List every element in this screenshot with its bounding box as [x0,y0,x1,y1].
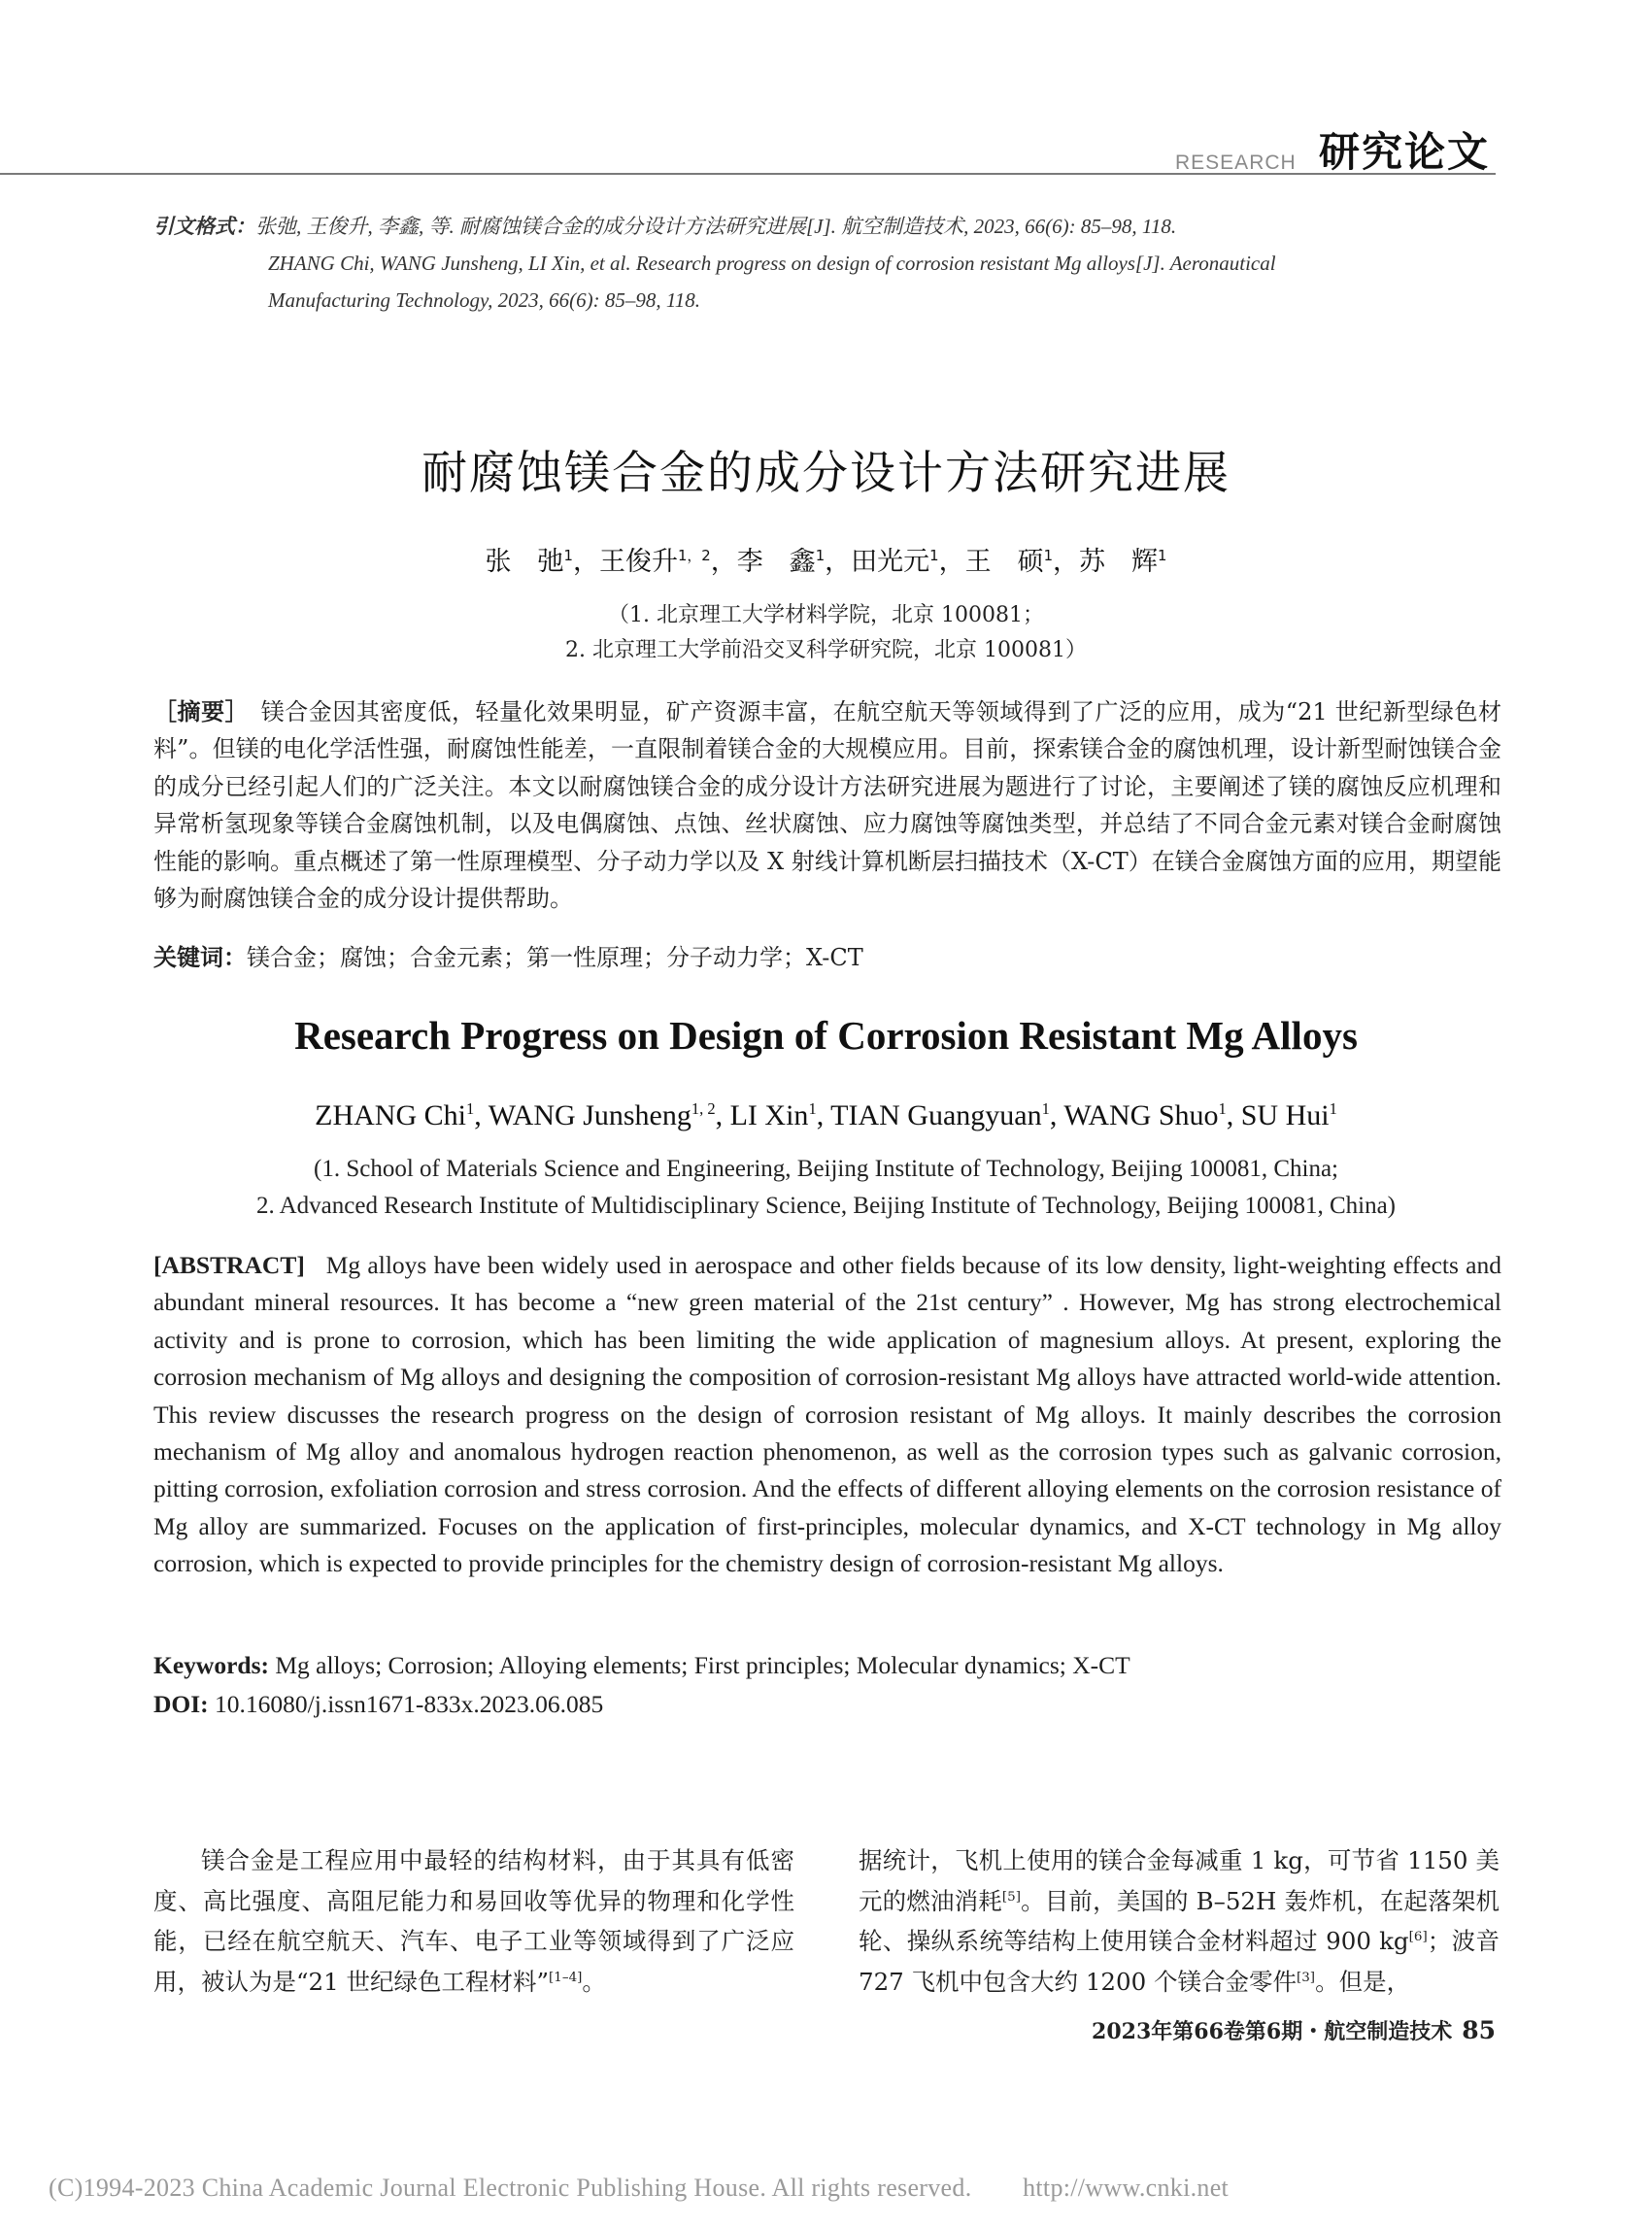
citation-ref: [1–4] [549,1969,583,1985]
keywords-en-label: Keywords: [153,1651,269,1679]
affiliation-en-1: (1. School of Materials Science and Engineering, Beijing Institute of Technology, Beijing 100081, China; [314,1156,1338,1182]
abstract-en [153,1247,1501,1583]
body-column-left: 镁合金是工程应用中最轻的结构材料，由于其具有低密度、高比强度、高阻尼能力和易回收等优异的物理和化学性能，已经在航空航天、汽车、电子工业等领域得到了广泛应用，被认为是“21 世纪绿色工程材料”[1–4]。 [153,1846,794,1996]
affiliation-cn-2: 2. 北京理工大学前沿交叉科学研究院，北京 100081） [565,638,1087,662]
affiliation-cn-1: （1. 北京理工大学材料学院，北京 100081； [608,603,1044,627]
header-research-label: RESEARCH [1175,152,1297,174]
author-cn: 王俊升$^{1,2}$， [598,547,737,577]
citation-ref: [5] [1001,1888,1021,1905]
keywords-cn [153,938,1501,972]
doi [153,1690,1501,1719]
authors-cn [0,540,1652,578]
citation-cn-text: 张弛, 王俊升, 李鑫, 等. 耐腐蚀镁合金的成分设计方法研究进展[J]. 航空制造技术, 2023, 66(6): 85–98, 118. [255,215,1177,238]
keywords-cn-text: 镁合金；腐蚀；合金元素；第一性原理；分子动力学；X-CT [247,944,863,971]
citation-ref: [6] [1408,1928,1428,1944]
author-en: ZHANG Chi$^1$, [315,1099,489,1131]
keywords-cn-label: 关键词： [153,944,247,971]
author-en: TIAN Guangyuan$^1$, [830,1099,1064,1131]
page-footer [971,2015,1496,2045]
abstract-en-text: Mg alloys have been widely used in aerospace and other fields because of its low density, light-weighting effects and abundant mineral resources. It has become a “new green material of the 21st century” . However, Mg has strong electrochemical activity and is prone to corrosion, which has been limiting the wide application of magnesium alloys. At present, exploring the corrosion mechanism of Mg alloys and designing the composition of corrosion-resistant Mg alloys have attracted world-wide attention. This review discusses the research progress on the design of corrosion resistant of Mg alloys. It mainly describes the corrosion mechanism of Mg alloy and anomalous hydrogen reaction phenomenon, as well as the corrosion types such as galvanic corrosion, pitting corrosion, exfoliation corrosion and stress corrosion. And the effects of different alloying elements on the corrosion resistance of Mg alloy are summarized. Focuses on the application of first-principles, molecular dynamics, and X-CT technology in Mg alloy corrosion, which is expected to provide principles for the chemistry design of corrosion-resistant Mg alloys. [153,1251,1502,1578]
doi-text: 10.16080/j.issn1671-833x.2023.06.085 [215,1690,604,1718]
author-en: WANG Shuo$^1$, [1063,1099,1241,1131]
page-number: 85 [1462,2016,1496,2044]
author-cn: 王 硕$^1$， [964,547,1080,577]
authors-en [0,1099,1652,1132]
abstract-cn-text: 镁合金因其密度低，轻量化效果明显，矿产资源丰富，在航空航天等领域得到了广泛的应用，成为“21 世纪新型绿色材料”。但镁的电化学活性强，耐腐蚀性能差，一直限制着镁合金的大规模应用。目前，探索镁合金的腐蚀机理，设计新型耐蚀镁合金的成分已经引起人们的广泛关注。本文以耐腐蚀镁合金的成分设计方法研究进展为题进行了讨论，主要阐述了镁的腐蚀反应机理和异常析氢现象等镁合金腐蚀机制，以及电偶腐蚀、点蚀、丝状腐蚀、应力腐蚀等腐蚀类型，并总结了不同合金元素对镁合金耐腐蚀性能的影响。重点概述了第一性原理模型、分子动力学以及 X 射线计算机断层扫描技术（X-CT）在镁合金腐蚀方面的应用，期望能够为耐腐蚀镁合金的成分设计提供帮助。 [153,698,1502,913]
abstract-cn-label: ［摘要］ [153,698,238,725]
citation-ref: [3] [1296,1969,1316,1985]
citation-label: 引文格式： [153,215,255,238]
author-cn: 张 弛$^1$， [485,547,599,577]
author-en: LI Xin$^1$, [729,1099,831,1131]
header-section-title: 研究论文 [1319,128,1491,176]
body-column-right: 据统计，飞机上使用的镁合金每减重 1 kg，可节省 1150 美元的燃油消耗[5]。目前，美国的 B–52H 轰炸机，在起落架机轮、操纵系统等结构上使用镁合金材料超过 900 kg[6]；波音 727 飞机中包含大约 1200 个镁合金零件[3]。但是， [859,1846,1500,1996]
author-cn: 李 鑫$^1$， [736,547,852,577]
abstract-en-label: [ABSTRACT] [153,1251,305,1279]
keywords-en-text: Mg alloys; Corrosion; Alloying elements; First principles; Molecular dynamics; X-CT [275,1651,1130,1679]
author-en: WANG Junsheng$^{1, 2}$, [488,1099,730,1131]
paper-title-cn: 耐腐蚀镁合金的成分设计方法研究进展 [421,447,1231,500]
author-cn: 苏 辉$^1$ [1079,547,1167,577]
author-en: SU Hui$^1$ [1240,1099,1337,1131]
paper-title-en: Research Progress on Design of Corrosion Resistant Mg Alloys [294,1013,1358,1058]
citation-en-line2: Manufacturing Technology, 2023, 66(6): 85–98, 118. [268,288,701,312]
keywords-en [153,1651,1501,1680]
citation-en-line1: ZHANG Chi, WANG Junsheng, LI Xin, et al. Research progress on design of corrosion resistant Mg alloys[J]. Aeronautical [268,252,1276,275]
abstract-cn [153,693,1501,917]
copyright-notice: (C)1994-2023 China Academic Journal Electronic Publishing House. All rights reserved. http://www.cnki.net [49,2174,1230,2202]
citation-cn [153,208,1513,245]
affiliation-en-2: 2. Advanced Research Institute of Multidisciplinary Science, Beijing Institute of Technology, Beijing 100081, China) [255,1193,1397,1219]
journal-issue: 2023年第66卷第6期・航空制造技术 [1092,2019,1453,2044]
author-cn: 田光元$^1$， [851,547,965,577]
doi-label: DOI: [153,1690,209,1718]
